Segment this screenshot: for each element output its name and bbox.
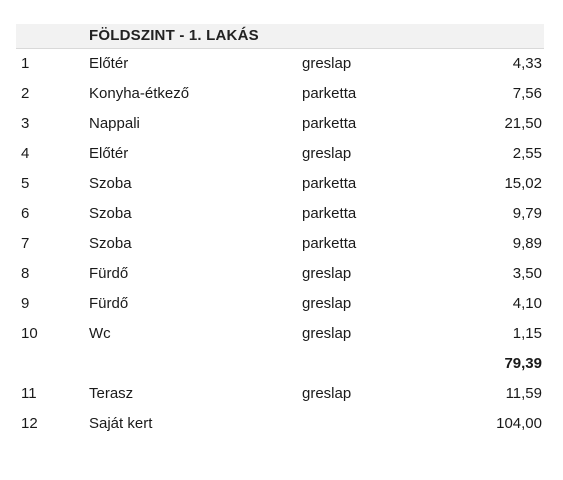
row-number: 12 [21,415,38,432]
table-row [16,409,544,439]
room-name: Wc [89,325,111,342]
room-area: 104,00 [496,415,542,432]
row-number: 2 [21,85,30,102]
floor-material: parketta [302,85,357,102]
room-name: Fürdő [89,265,129,282]
room-area: 3,50 [512,265,542,282]
room-name: Saját kert [89,415,153,432]
row-number: 10 [21,325,38,342]
room-area: 2,55 [512,145,542,162]
room-name: Szoba [89,235,132,252]
table-row [16,49,544,79]
table-row [16,109,544,139]
room-area: 21,50 [504,115,542,132]
floor-material: greslap [302,265,352,282]
room-area: 7,56 [512,85,542,102]
row-number: 4 [21,145,30,162]
row-number: 1 [21,55,30,72]
room-name: Szoba [89,205,132,222]
floor-material: parketta [302,205,357,222]
row-number: 5 [21,175,30,192]
table-row [16,289,544,319]
row-number: 9 [21,295,30,312]
table-row [16,169,544,199]
room-name: Előtér [89,145,129,162]
floor-material: greslap [302,145,352,162]
row-number: 7 [21,235,30,252]
room-area: 4,33 [512,55,542,72]
room-name: Terasz [89,385,134,402]
subtotal-area: 79,39 [504,355,542,372]
row-number: 8 [21,265,30,282]
subtotal-row [16,349,544,379]
room-area: 4,10 [512,295,542,312]
floor-material: greslap [302,385,352,402]
room-name: Konyha-étkező [89,85,190,102]
floor-material: parketta [302,235,357,252]
room-name: Előtér [89,55,129,72]
floor-material: greslap [302,325,352,342]
room-area-table [16,24,544,439]
table-row [16,199,544,229]
room-name: Nappali [89,115,140,132]
floor-material: parketta [302,175,357,192]
table-row [16,139,544,169]
table-row [16,229,544,259]
room-area: 11,59 [505,385,542,402]
row-number: 11 [21,385,37,402]
table-row [16,79,544,109]
table-row [16,319,544,349]
table-row [16,259,544,289]
room-area: 15,02 [504,175,542,192]
row-number: 3 [21,115,30,132]
floor-material: greslap [302,55,352,72]
room-area: 1,15 [512,325,542,342]
room-name: Szoba [89,175,132,192]
floor-material: greslap [302,295,352,312]
table-header [16,24,544,49]
table-title: FÖLDSZINT - 1. LAKÁS [89,27,259,44]
floor-material: parketta [302,115,357,132]
room-area: 9,89 [512,235,542,252]
room-area: 9,79 [512,205,542,222]
table-row [16,379,544,409]
row-number: 6 [21,205,30,222]
room-name: Fürdő [89,295,129,312]
